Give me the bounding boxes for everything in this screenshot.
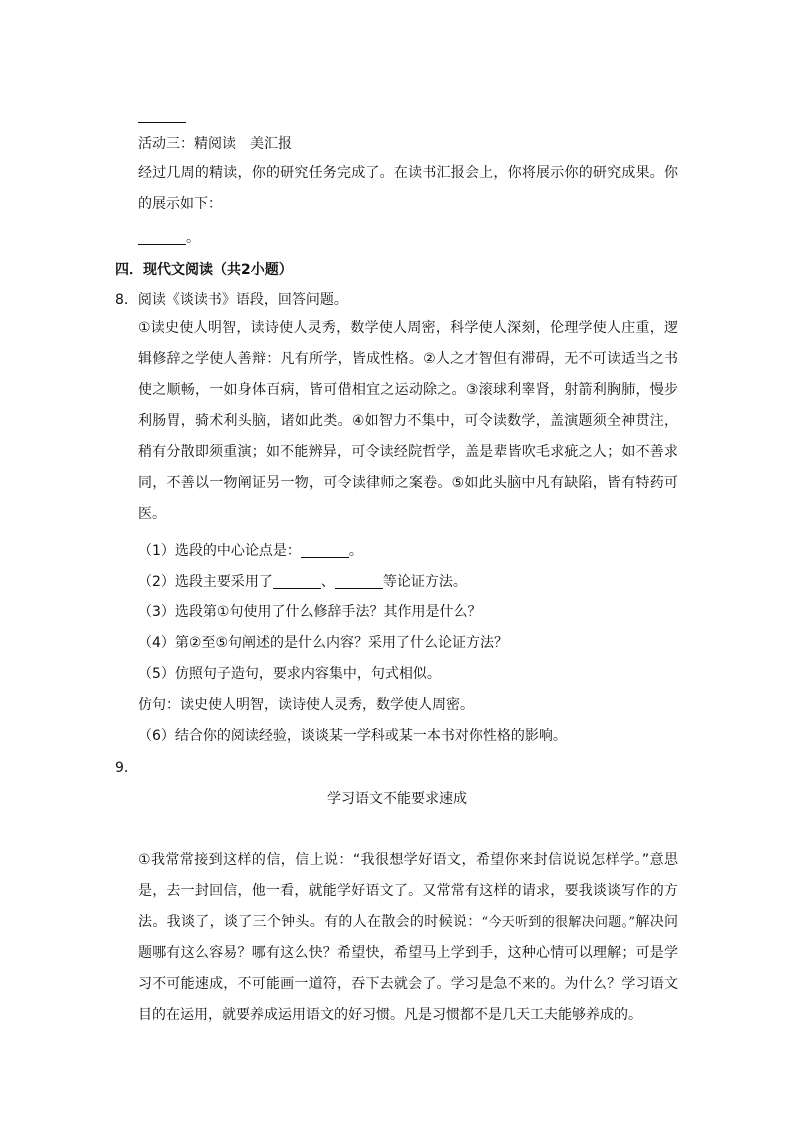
activity3-body: 经过几周的精读，你的研究任务完成了。在读书汇报会上，你将展示你的研究成果。你的展示如下：	[138, 165, 678, 212]
blank-line[interactable]	[138, 230, 186, 245]
q8-sub5: （5）仿照句子造句，要求内容集中，句式相似。	[138, 666, 441, 682]
q9-inline-quote: “今天听到的很解决问题。”	[481, 915, 636, 930]
blank-line[interactable]	[138, 108, 186, 123]
q8-header	[115, 290, 348, 310]
q9-title: 学习语文不能要求速成	[327, 791, 467, 807]
blank-line[interactable]	[335, 574, 383, 589]
activity3-answer: 。	[138, 228, 200, 248]
q8-sub1: （1）选段的中心论点是： 。	[138, 543, 363, 559]
q8-sub4: （4）第②至⑤句阐述的是什么内容？采用了什么论证方法？	[138, 635, 509, 651]
answer-blank-top[interactable]	[138, 106, 186, 126]
blank-line[interactable]	[273, 574, 321, 589]
q8-number: 8．	[115, 292, 138, 308]
q8-sub6: （6）结合你的阅读经验，谈谈某一学科或某一本书对你性格的影响。	[138, 728, 567, 744]
q8-prompt: 阅读《谈读书》语段，回答问题。	[137, 292, 348, 308]
q9-paragraph-1: ①我常常接到这样的信，信上说：“我很想学好语文，希望你来封信说说怎样学。”意思是，去一封回信，他一看，就能学好语文了。又常常有这样的请求，要我谈谈写作的方法。我谈了，谈了三个钟头。有的人在散会的时候说：“今天听到的很解决问题。”解决问题哪有这么容易？哪有这么快？希望快，希望马上学到手，这种心情可以理解；可是学习不可能速成，不可能画一道符，吞下去就会了。学习是急不来的。为什么？学习语文目的在运用，就要养成运用语文的好习惯。凡是习惯都不是几天工夫能够养成的。	[138, 852, 679, 1023]
q9-number: 9．	[115, 760, 138, 776]
activity3-title: 活动三：精阅读 美汇报	[138, 136, 292, 152]
section4-heading: 四．现代文阅读（共2小题）	[115, 262, 293, 278]
q8-sub3: （3）选段第①句使用了什么修辞手法？其作用是什么？	[138, 604, 482, 620]
q8-sub2: （2）选段主要采用了 、 等论证方法。	[138, 574, 467, 590]
q8-imitation: 仿句：读史使人明智，读诗使人灵秀，数学使人周密。	[138, 697, 474, 713]
blank-line[interactable]	[301, 543, 349, 558]
q8-passage: ①读史使人明智，读诗使人灵秀，数学使人周密，科学使人深刻，伦理学使人庄重，逻辑修辞之学使人善辩：凡有所学，皆成性格。②人之才智但有滞碍，无不可读适当之书使之顺畅，一如身体百病，皆可借相宜之运动除之。③滚球利睾肾，射箭利胸肺，慢步利肠胃，骑术利头脑，诸如此类。④如智力不集中，可令读数学，盖演题须全神贯注，稍有分散即须重演；如不能辨异，可令读经院哲学，盖是辈皆吹毛求疵之人；如不善求同，不善以一物阐证另一物，可令读律师之案卷。⑤如此头脑中凡有缺陷，皆有特药可医。	[138, 320, 678, 522]
